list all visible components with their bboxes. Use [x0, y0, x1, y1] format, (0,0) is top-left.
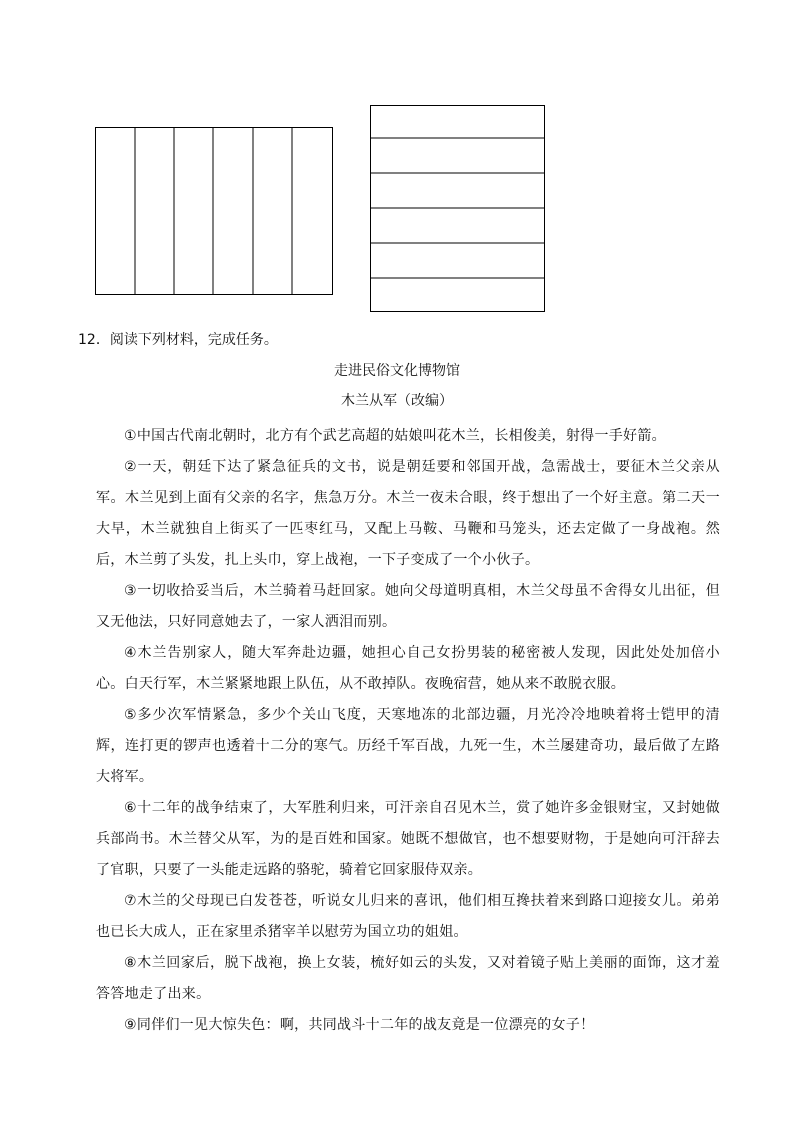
vertical-writing-grid[interactable] [95, 127, 335, 297]
paragraph-5: ⑤多少次军情紧急，多少个关山飞度，天寒地冻的北部边疆，月光冷冷地映着将士铠甲的清辉，连打更的锣声也透着十二分的寒气。历经千军百战，九死一生，木兰屡建奇功，最后做了左路大将军。 [96, 707, 720, 785]
paragraph-2: ②一天，朝廷下达了紧急征兵的文书，说是朝廷要和邻国开战，急需战士，要征木兰父亲从军。木兰见到上面有父亲的名字，焦急万分。木兰一夜未合眼，终于想出了一个好主意。第二天一大早，木兰就独自上街买了一匹枣红马，又配上马鞍、马鞭和马笼头，还去定做了一身战袍。然后，木兰剪了头发，扎上头巾，穿上战袍，一下子变成了一个小伙子。 [96, 459, 720, 568]
paragraph-3: ③一切收拾妥当后，木兰骑着马赶回家。她向父母道明真相，木兰父母虽不舍得女儿出征，但又无他法，只好同意她去了，一家人洒泪而别。 [96, 583, 720, 630]
question-line [78, 330, 278, 350]
paragraph-1: ①中国古代南北朝时，北方有个武艺高超的姑娘叫花木兰，长相俊美，射得一手好箭。 [124, 428, 666, 444]
section-heading: 走进民俗文化博物馆 [334, 363, 460, 379]
article-body [96, 421, 720, 1041]
question-number: 12． [78, 332, 110, 348]
paragraph-9: ⑨同伴们一见大惊失色：啊，共同战斗十二年的战友竟是一位漂亮的女子！ [124, 1017, 595, 1033]
paragraph-7: ⑦木兰的父母现已白发苍苍，听说女儿归来的喜讯，他们相互搀扶着来到路口迎接女儿。弟弟也已长大成人，正在家里杀猪宰羊以慰劳为国立功的姐姐。 [96, 893, 720, 940]
paragraph-8: ⑧木兰回家后，脱下战袍，换上女装，梳好如云的头发，又对着镜子贴上美丽的面饰，这才羞答答地走了出来。 [96, 955, 720, 1002]
article-title: 木兰从军（改编） [341, 393, 453, 409]
paragraph-4: ④木兰告别家人，随大军奔赴边疆，她担心自己女扮男装的秘密被人发现，因此处处加倍小心。白天行军，木兰紧紧地跟上队伍，从不敢掉队。夜晚宿营，她从来不敢脱衣服。 [96, 645, 720, 692]
question-prompt: 阅读下列材料，完成任务。 [109, 332, 278, 348]
horizontal-writing-grid[interactable] [370, 105, 546, 313]
paragraph-6: ⑥十二年的战争结束了，大军胜利归来，可汗亲自召见木兰，赏了她许多金银财宝，又封她做兵部尚书。木兰替父从军，为的是百姓和国家。她既不想做官，也不想要财物，于是她向可汗辞去了官职，只要了一头能走远路的骆驼，骑着它回家服侍双亲。 [96, 800, 720, 878]
